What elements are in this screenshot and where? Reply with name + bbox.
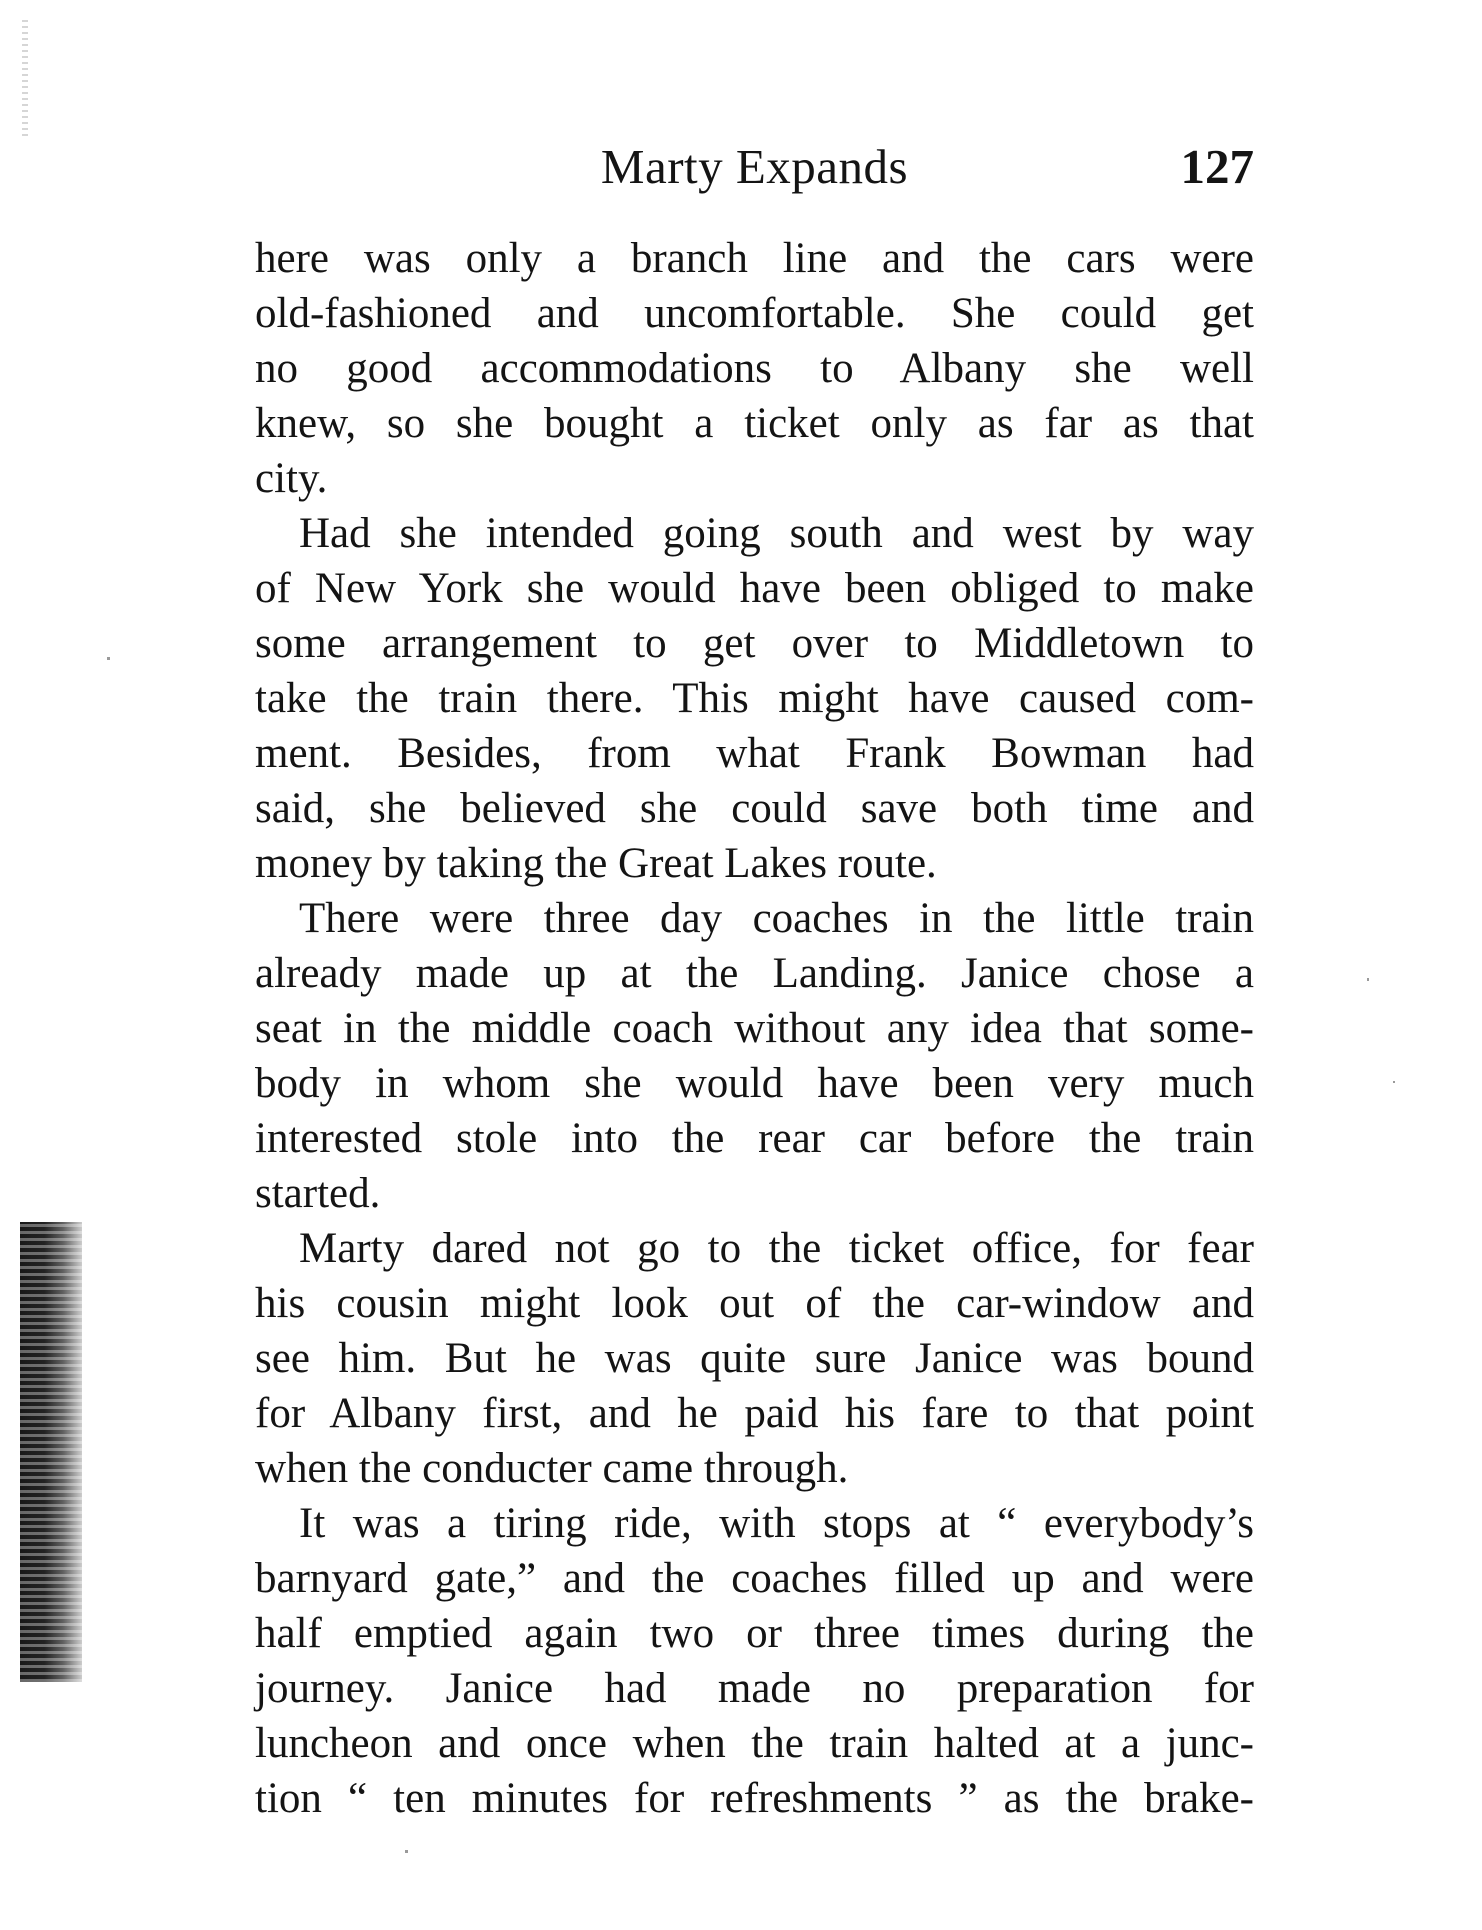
scan-edge-mark-top bbox=[22, 20, 28, 140]
text-line: city. bbox=[255, 455, 328, 502]
text-line: seat in the middle coach without any idea that some- bbox=[255, 1005, 1254, 1052]
scan-speck bbox=[107, 657, 110, 660]
text-line: half emptied again two or three times during the bbox=[255, 1610, 1254, 1657]
text-line: knew, so she bought a ticket only as far as that bbox=[255, 400, 1254, 447]
text-line: interested stole into the rear car before the train bbox=[255, 1115, 1254, 1162]
text-line: here was only a branch line and the cars were bbox=[255, 235, 1254, 282]
scan-speck bbox=[1393, 1081, 1395, 1083]
text-line: take the train there. This might have caused com- bbox=[255, 675, 1254, 722]
text-line: when the conducter came through. bbox=[255, 1445, 849, 1492]
text-line: said, she believed she could save both time and bbox=[255, 785, 1254, 832]
text-line: There were three day coaches in the little train bbox=[299, 895, 1254, 942]
text-line: for Albany first, and he paid his fare to that point bbox=[255, 1390, 1254, 1437]
text-line: It was a tiring ride, with stops at “ everybody’s bbox=[299, 1500, 1254, 1547]
text-line: Marty dared not go to the ticket office, for fear bbox=[299, 1225, 1254, 1272]
text-line: luncheon and once when the train halted at a junc- bbox=[255, 1720, 1254, 1767]
text-line: see him. But he was quite sure Janice was bound bbox=[255, 1335, 1254, 1382]
running-title: Marty Expands bbox=[600, 139, 909, 194]
scan-speck bbox=[405, 1850, 408, 1853]
scan-edge-shadow bbox=[20, 1222, 82, 1682]
text-line: barnyard gate,” and the coaches filled up and were bbox=[255, 1555, 1254, 1602]
paragraph bbox=[255, 506, 1254, 891]
page-number: 127 bbox=[1180, 139, 1254, 194]
paragraph bbox=[255, 1221, 1254, 1496]
text-line: money by taking the Great Lakes route. bbox=[255, 840, 937, 887]
text-line: already made up at the Landing. Janice chose a bbox=[255, 950, 1254, 997]
page-header bbox=[255, 138, 1254, 208]
text-line: his cousin might look out of the car-window and bbox=[255, 1280, 1254, 1327]
text-line: old-fashioned and uncomfortable. She could get bbox=[255, 290, 1254, 337]
text-line: no good accommodations to Albany she well bbox=[255, 345, 1254, 392]
text-line: started. bbox=[255, 1170, 381, 1217]
paragraph bbox=[255, 1496, 1254, 1826]
text-line: body in whom she would have been very much bbox=[255, 1060, 1254, 1107]
text-line: some arrangement to get over to Middletown to bbox=[255, 620, 1254, 667]
text-line: journey. Janice had made no preparation for bbox=[255, 1665, 1254, 1712]
paragraph bbox=[255, 891, 1254, 1221]
paragraph bbox=[255, 231, 1254, 506]
text-line: tion “ ten minutes for refreshments ” as the brake- bbox=[255, 1775, 1254, 1822]
text-line: of New York she would have been obliged to make bbox=[255, 565, 1254, 612]
body-text bbox=[255, 231, 1254, 1826]
text-line: ment. Besides, from what Frank Bowman had bbox=[255, 730, 1254, 777]
text-line: Had she intended going south and west by way bbox=[299, 510, 1254, 557]
scan-speck bbox=[1367, 978, 1369, 981]
